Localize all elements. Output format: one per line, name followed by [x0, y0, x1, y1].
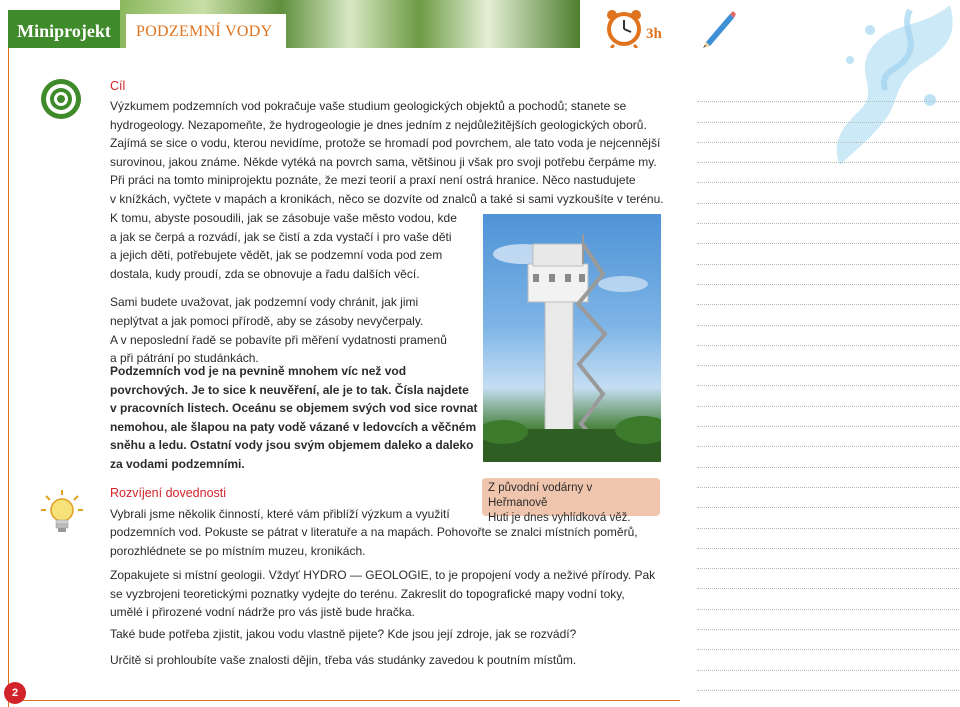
page-frame-left [8, 48, 9, 707]
text-line: dostala, kudy proudí, zda se obnovuje a řadu dalších věcí. [110, 266, 420, 281]
text-line: se vyzbrojeni teoretickými poznatky vydejte do terénu. Zakreslit do topografické mapy vodní toky, [110, 586, 625, 601]
target-icon [40, 78, 82, 120]
skills-paragraph-1 [110, 523, 680, 560]
photo-caption [482, 478, 660, 524]
text-line: hydrogeology. Nezapomeňte, že hydrogeologie je dnes jedním z nejdůležitějších geologických oborů. [110, 117, 647, 132]
text-line: a při pátrání po studánkách. [110, 351, 259, 366]
text-line: nemohou, ale šlapou na paty vodě vázané v ledovcích a věčném [110, 419, 477, 434]
page-title: PODZEMNÍ VODY [126, 14, 286, 48]
lightbulb-icon [40, 488, 84, 536]
text-line: Podzemních vod je na pevnině mnohem víc než vod [110, 364, 407, 378]
goal-text-2 [110, 209, 480, 368]
skills-heading: Rozvíjení dovednosti [110, 486, 227, 500]
text-line: neplýtvat a jak pomoci přírodě, aby se zásoby nevyčerpaly. [110, 313, 424, 328]
text-line: a jak se čerpá a rozvádí, jak se čistí a zda vystačí i pro vaše děti [110, 229, 452, 244]
time-estimate: 3h [646, 26, 662, 42]
text-line: surovinou, jakou známe. Někde vytéká na povrch sama, většinou ji však pro svoji potřebu čerpáme my. [110, 154, 657, 169]
skills-paragraph-2 [110, 566, 680, 622]
text-line: Zopakujete si místní geologii. Vždyť HYDRO — GEOLOGIE, to je propojení vody a neživé přírody. Pak [110, 568, 656, 582]
skills-paragraph-4: Určitě si prohloubíte vaše znalosti dějin, třeba vás studánky zavedou k poutním místům. [110, 653, 577, 667]
text-line: sněhu a ledu. Ostatní vody jsou svým objemem daleko a daleko [110, 438, 474, 453]
pencil-icon [700, 8, 738, 48]
text-line: K tomu, abyste posoudili, jak se zásobuje vaše město vodou, kde [110, 211, 457, 225]
text-line: Při práci na tomto miniprojektu poznáte, že mezi teorií a praxí není ostrá hranice. Něco nastudujete [110, 173, 636, 188]
text-line: a jejich děti, potřebujete vědět, jak se podzemní voda pod zem [110, 248, 443, 263]
skills-paragraph-3: Také bude potřeba zjistit, jakou vodu vlastně pijete? Kde jsou její zdroje, jak se rozvádí? [110, 627, 577, 641]
page-frame-bottom [8, 700, 680, 701]
page-number: 2 [4, 682, 26, 704]
text-line: v pracovních listech. Oceánu se objemem svých vod sice rovnat [110, 401, 478, 416]
text-line: povrchových. Je to sice k neuvěření, ale je to tak. Čísla najdete [110, 382, 469, 397]
text-line: Zajímá se sice o vodu, kterou nevidíme, protože se hromadí pod povrchem, ale tato voda je nejcennější [110, 136, 661, 151]
text-line: za vodami podzemními. [110, 456, 245, 471]
caption-line: Z původní vodárny v Heřmanově [488, 482, 593, 509]
text-line: Výzkumem podzemních vod pokračuje vaše studium geologických objektů a pochodů; stanete se [110, 99, 627, 113]
water-tower-illustration [483, 214, 661, 462]
text-line: A v neposlední řadě se pobavíte při měření vydatnosti pramenů [110, 332, 447, 347]
groundwater-facts [110, 362, 480, 474]
skills-intro-line: Vybrali jsme několik činností, které vám přiblíží výzkum a využití [110, 507, 450, 521]
caption-line: Huti je dnes vyhlídková věž. [488, 512, 631, 524]
text-line: porozhlédnete se po místním muzeu, kronikách. [110, 543, 366, 558]
text-line: Sami budete uvažovat, jak podzemní vody chránit, jak jimi [110, 295, 419, 310]
text-line: v knížkách, vyčtete v mapách a kronikách, něco se dozvíte od znalců a také si sami vyzkoušíte v terénu. [110, 191, 664, 206]
goal-intro-text [110, 97, 690, 209]
section-tag: Miniprojekt [8, 10, 120, 48]
water-tower-photo [483, 214, 661, 462]
notes-lines [697, 82, 959, 691]
text-line: podzemních vod. Pokuste se pátrat v literatuře a na mapách. Pohovořte se znalci místních poměrů, [110, 525, 638, 539]
goal-heading: Cíl [110, 79, 126, 93]
alarm-clock-icon [603, 8, 645, 48]
text-line: umělé i přirozené vodní nádrže pro vás jistě bude hračka. [110, 605, 415, 620]
